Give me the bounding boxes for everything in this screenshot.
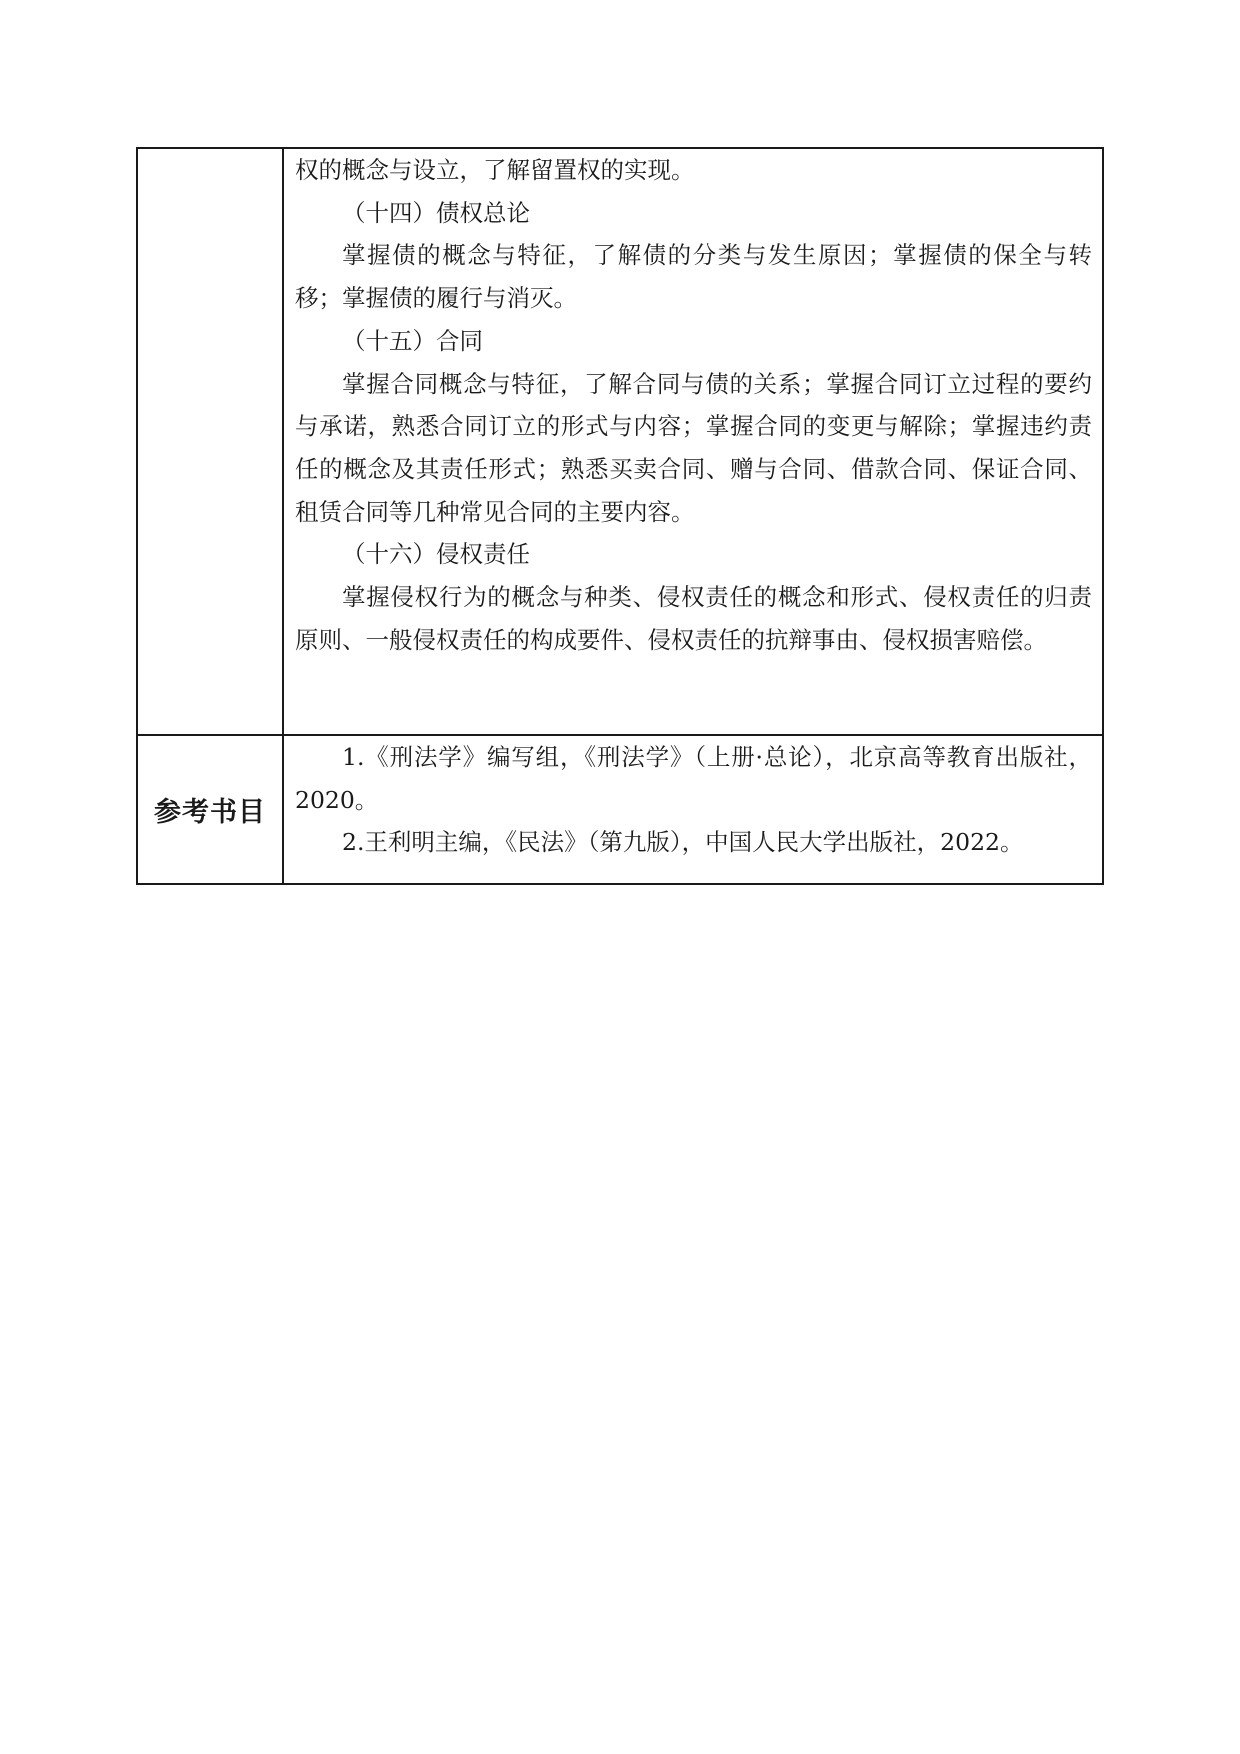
section-body-16: 掌握侵权行为的概念与种类、侵权责任的概念和形式、侵权责任的归责原则、一般侵权责任的构成要件、侵权责任的抗辩事由、侵权损害赔偿。 (295, 583, 1092, 654)
references-body (283, 735, 1103, 884)
section-heading-16: （十六）侵权责任 (342, 540, 530, 569)
references-row (137, 735, 1103, 884)
content-row-label (137, 148, 283, 735)
references-label: 参考书目 (137, 735, 283, 884)
section-body-15: 掌握合同概念与特征，了解合同与债的关系；掌握合同订立过程的要约与承诺，熟悉合同订立的形式与内容；掌握合同的变更与解除；掌握违约责任的概念及其责任形式；熟悉买卖合同、赠与合同、借款合同、保证合同、租赁合同等几种常见合同的主要内容。 (295, 369, 1092, 526)
content-row-body (283, 148, 1103, 735)
reference-item: 2.王利明主编，《民法》（第九版），中国人民大学出版社，2022。 (342, 828, 1024, 857)
syllabus-table (136, 147, 1104, 885)
reference-item: 1.《刑法学》编写组，《刑法学》（上册·总论），北京高等教育出版社，2020。 (295, 743, 1092, 814)
section-heading-15: （十五）合同 (342, 326, 483, 355)
content-row (137, 148, 1103, 735)
continuation-paragraph: 权的概念与设立，了解留置权的实现。 (295, 156, 695, 184)
section-body-14: 掌握债的概念与特征，了解债的分类与发生原因；掌握债的保全与转移；掌握债的履行与消灭。 (295, 241, 1092, 313)
section-heading-14: （十四）债权总论 (342, 198, 530, 227)
